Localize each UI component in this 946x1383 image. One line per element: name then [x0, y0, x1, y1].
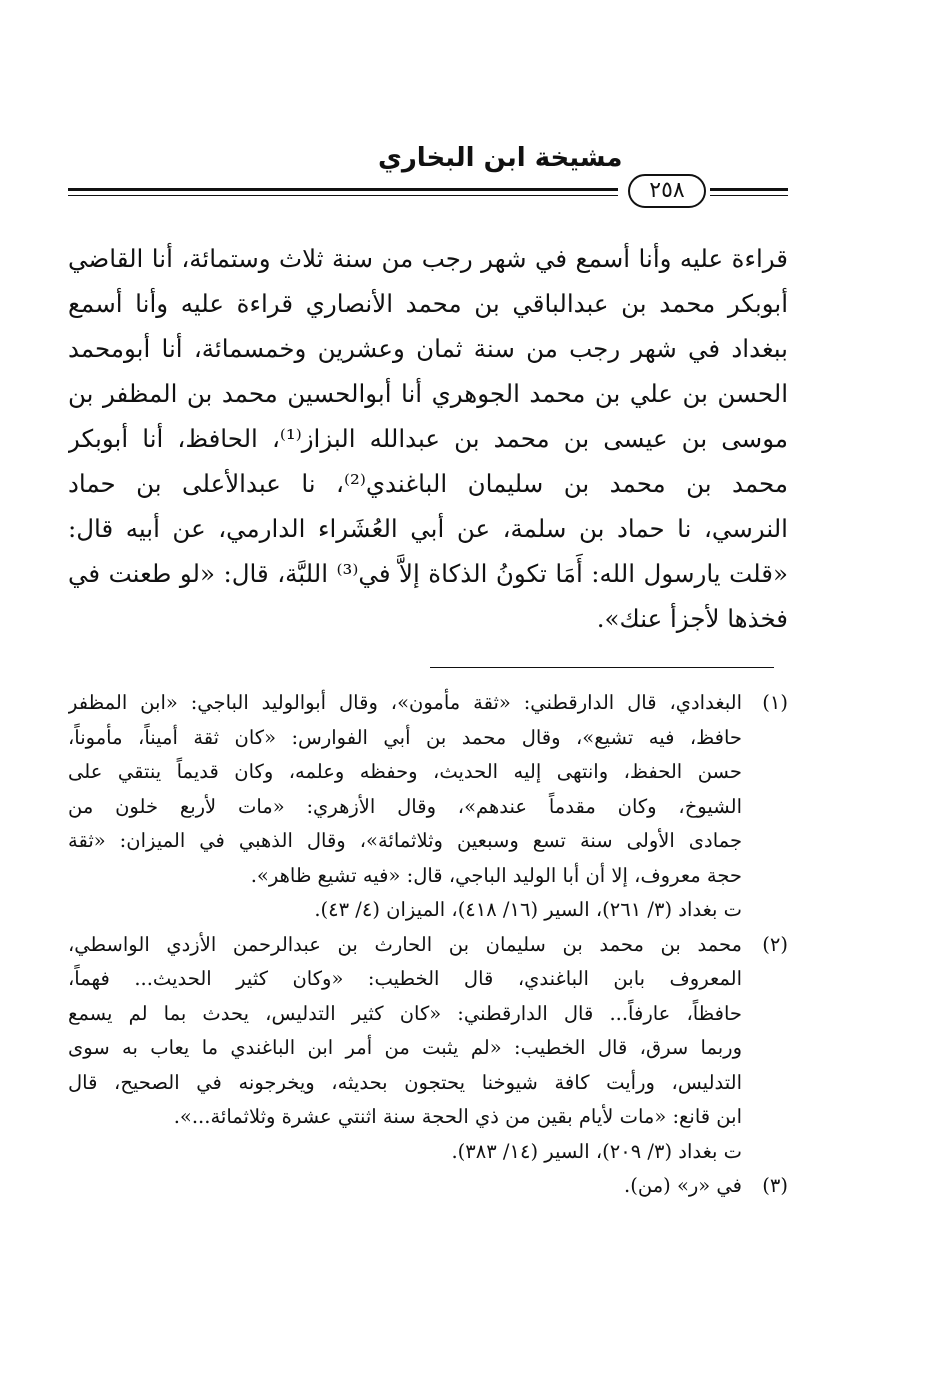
- header-rule-right-thin: [710, 195, 788, 196]
- header-rule-right-thick: [710, 188, 788, 191]
- running-title: [378, 138, 778, 178]
- main-text-line: النرسي، نا حماد بن سلمة، عن أبي العُشَراء الدارمي، عن أبيه قال:: [68, 514, 788, 543]
- footnote-line: الشيوخ، وكان مقدماً عندهم»، وقال الأزهري: «مات لأربع خلون من: [68, 794, 742, 818]
- main-text-line: الحسن بن علي بن محمد الجوهري أنا أبوالحسين محمد بن المظفر بن: [68, 379, 788, 408]
- header-rule-left-thin: [68, 195, 618, 196]
- main-text-line: فخذها لأجزأ عنك».: [596, 604, 788, 633]
- main-text-line: ببغداد في شهر رجب من سنة ثمان وعشرين وخمسمائة، أنا أبومحمد: [68, 334, 788, 363]
- footnote-2: [68, 928, 788, 1170]
- main-text-line: «قلت يارسول الله: أَمَا تكونُ الذكاة إلاَّ في⁽³⁾ اللبَّة، قال: «لو طعنت في: [68, 559, 788, 588]
- main-text-block: [68, 236, 788, 641]
- footnote-line: حجة معروف، إلا أن أبا الوليد الباجي، قال: «فيه تشيع ظاهر».: [250, 863, 742, 887]
- footnote-line: المعروف بابن الباغندي، قال الخطيب: «وكان كثير الحديث... فهماً،: [68, 967, 742, 990]
- footnote-number: (٢): [762, 932, 788, 956]
- footnote-line: حافظاً، عارفاً... قال الدارقطني: «كان كثير التدليس، يحدث بما لم يسمع: [68, 1001, 742, 1025]
- header-rule-left-thick: [68, 188, 618, 191]
- footnote-line: البغدادي، قال الدارقطني: «ثقة مأمون»، وقال أبوالوليد الباجي: «ابن المظفر: [68, 691, 742, 714]
- footnote-line: ابن قانع: «مات لأيام بقين من ذي الحجة سنة اثنتي عشرة وثلاثمائة...».: [173, 1105, 742, 1128]
- footnote-number: (١): [762, 691, 788, 714]
- main-text-line: أبوبكر محمد بن عبدالباقي بن محمد الأنصاري قراءة عليه وأنا أسمع: [68, 289, 788, 318]
- footnote-line: وربما سرق، قال الخطيب: «لم يثبت من أمر ابن الباغندي ما يعاب به سوى: [68, 1036, 742, 1059]
- footnote-line: حسن الحفظ، وانتهى إليه الحديث، وحفظه وعلمه، وكان قديماً ينتقي على: [68, 760, 742, 783]
- footnote-line: في «ر» (من).: [624, 1174, 742, 1197]
- header-rule: [68, 174, 788, 214]
- footnote-line: محمد بن محمد بن سليمان بن الحارث بن عبدالرحمن الأزدي الواسطي،: [68, 932, 742, 956]
- footnote-1: [68, 686, 788, 928]
- footnote-reference-line: ت بغداد (٣/ ٢٠٩)، السير (١٤/ ٣٨٣).: [451, 1139, 742, 1163]
- footnote-line: جمادى الأولى سنة تسع وسبعين وثلاثمائة»، وقال الذهبي في الميزان: «ثقة: [68, 829, 742, 852]
- footnotes: [68, 686, 788, 1204]
- main-text-line: قراءة عليه وأنا أسمع في شهر رجب من سنة ثلاث وستمائة، أنا القاضي: [68, 244, 788, 273]
- main-text-line: محمد بن محمد بن سليمان الباغندي⁽²⁾، نا عبدالأعلى بن حماد: [68, 469, 788, 498]
- footnote-number: (٣): [762, 1174, 788, 1197]
- page-number: ٢٥٨: [628, 174, 706, 208]
- footnote-line: التدليس، ورأيت كافة شيوخنا يحتجون بحديثه، ويخرجونه في الصحيح، قال: [68, 1070, 742, 1094]
- running-title-text: مشيخة ابن البخاري: [378, 143, 623, 173]
- footnote-separator: [430, 667, 774, 668]
- footnote-3: [68, 1169, 788, 1204]
- footnote-reference-line: ت بغداد (٣/ ٢٦١)، السير (١٦/ ٤١٨)، الميزان (٤/ ٤٣).: [314, 898, 742, 921]
- main-text-line: موسى بن عيسى بن محمد بن عبدالله البزاز⁽¹⁾، الحافظ، أنا أبوبكر: [68, 424, 788, 453]
- footnote-line: حافظ، فيه تشيع»، وقال محمد بن أبي الفوارس: «كان ثقة أميناً، مأموناً،: [68, 725, 742, 749]
